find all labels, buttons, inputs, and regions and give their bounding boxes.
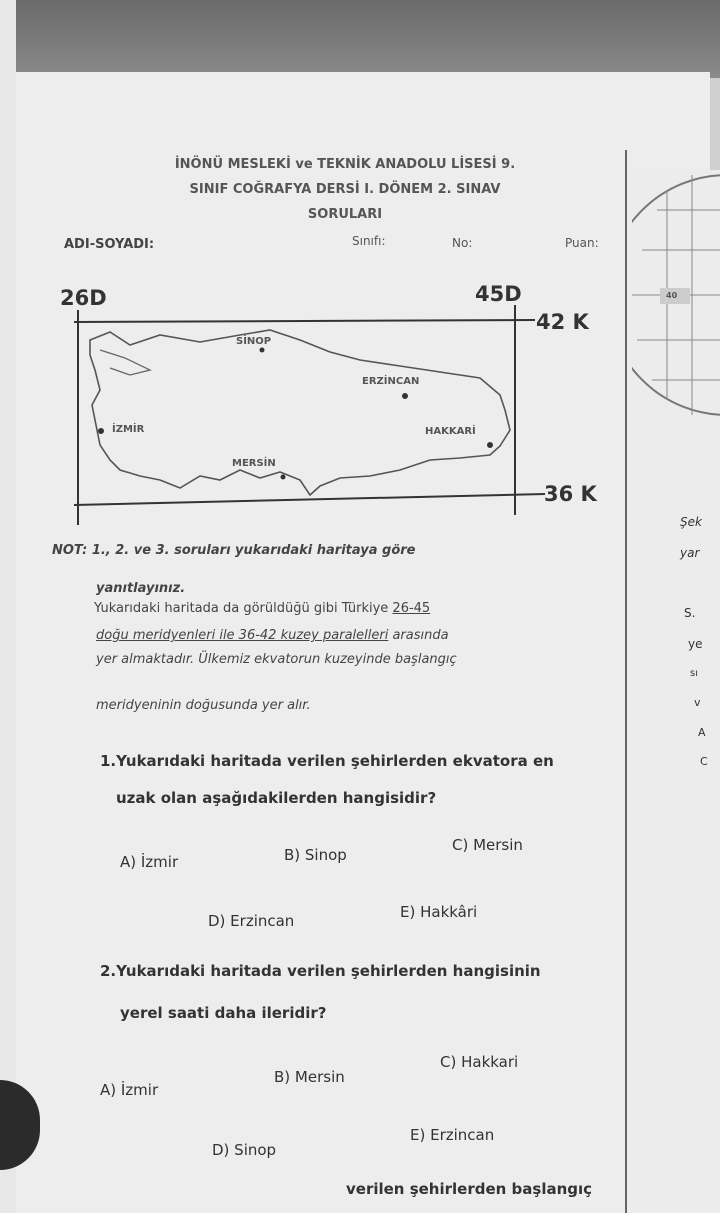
number-field-label: No:	[452, 236, 473, 250]
meridian-45-label: 45D	[475, 282, 522, 306]
q2-option-a: A) İzmir	[100, 1081, 159, 1099]
score-field-label: Puan:	[565, 236, 599, 250]
name-field-label: ADI-SOYADI:	[64, 237, 155, 252]
q2-option-d: D) Sinop	[212, 1141, 277, 1159]
q2-option-e: E) Erzincan	[410, 1126, 495, 1144]
q1-option-b: B) Sinop	[284, 846, 347, 864]
question-1-line1: 1.Yukarıdaki haritada verilen şehirlerden ekvatora en	[100, 752, 554, 770]
class-field-label: Sınıfı:	[352, 234, 386, 248]
side-fragment: yar	[680, 546, 700, 560]
note-line6: meridyeninin doğusunda yer alır.	[96, 698, 311, 713]
q2-option-b: B) Mersin	[274, 1068, 345, 1086]
meridian-26-label: 26D	[60, 286, 107, 310]
q2-option-c: C) Hakkari	[440, 1053, 519, 1071]
parallel-36-label: 36 K	[544, 482, 597, 506]
exam-title-line3: SORULARI	[307, 207, 383, 222]
city-label-mersin: MERSİN	[232, 458, 276, 469]
globe-label: 40	[666, 291, 678, 300]
side-fragment: v	[694, 696, 701, 709]
parallel-42-label: 42 K	[536, 310, 589, 334]
side-fragment: C	[700, 755, 708, 768]
city-label-sinop: SİNOP	[236, 336, 272, 347]
note-line4: doğu meridyenleri ile 36-42 kuzey paralelleri arasında	[96, 628, 449, 643]
city-label-hakkari: HAKKARİ	[425, 426, 476, 437]
exam-title-line1: İNÖNÜ MESLEKİ ve TEKNİK ANADOLU LİSESİ 9.	[174, 157, 516, 172]
side-fragment: ye	[688, 637, 703, 651]
note-line5: yer almaktadır. Ülkemiz ekvatorun kuzeyinde başlangıç	[96, 652, 457, 667]
question-2-line1: 2.Yukarıdaki haritada verilen şehirlerden hangisinin	[100, 962, 541, 980]
side-fragment: S.	[684, 606, 696, 620]
question-1-line2: uzak olan aşağıdakilerden hangisidir?	[116, 789, 437, 807]
note-line2: yanıtlayınız.	[96, 581, 186, 596]
note-line1: NOT: 1., 2. ve 3. soruları yukarıdaki haritaya göre	[52, 543, 416, 558]
q1-option-e: E) Hakkâri	[400, 903, 478, 921]
note-line3: Yukarıdaki haritada da görüldüğü gibi Türkiye 26-45	[94, 601, 431, 616]
city-label-erzincan: ERZİNCAN	[362, 376, 420, 387]
city-label-izmir: İZMİR	[112, 424, 145, 435]
q1-option-c: C) Mersin	[452, 836, 523, 854]
question-2-line2: yerel saati daha ileridir?	[120, 1004, 327, 1022]
question-3-partial: verilen şehirlerden başlangıç	[346, 1180, 593, 1198]
side-fragment: sı	[690, 668, 698, 679]
side-fragment: A	[698, 726, 706, 739]
exam-title-line2: SINIF COĞRAFYA DERSİ I. DÖNEM 2. SINAV	[189, 182, 501, 197]
side-fragment: Şek	[680, 515, 702, 529]
q1-option-a: A) İzmir	[120, 853, 179, 871]
q1-option-d: D) Erzincan	[208, 912, 295, 930]
